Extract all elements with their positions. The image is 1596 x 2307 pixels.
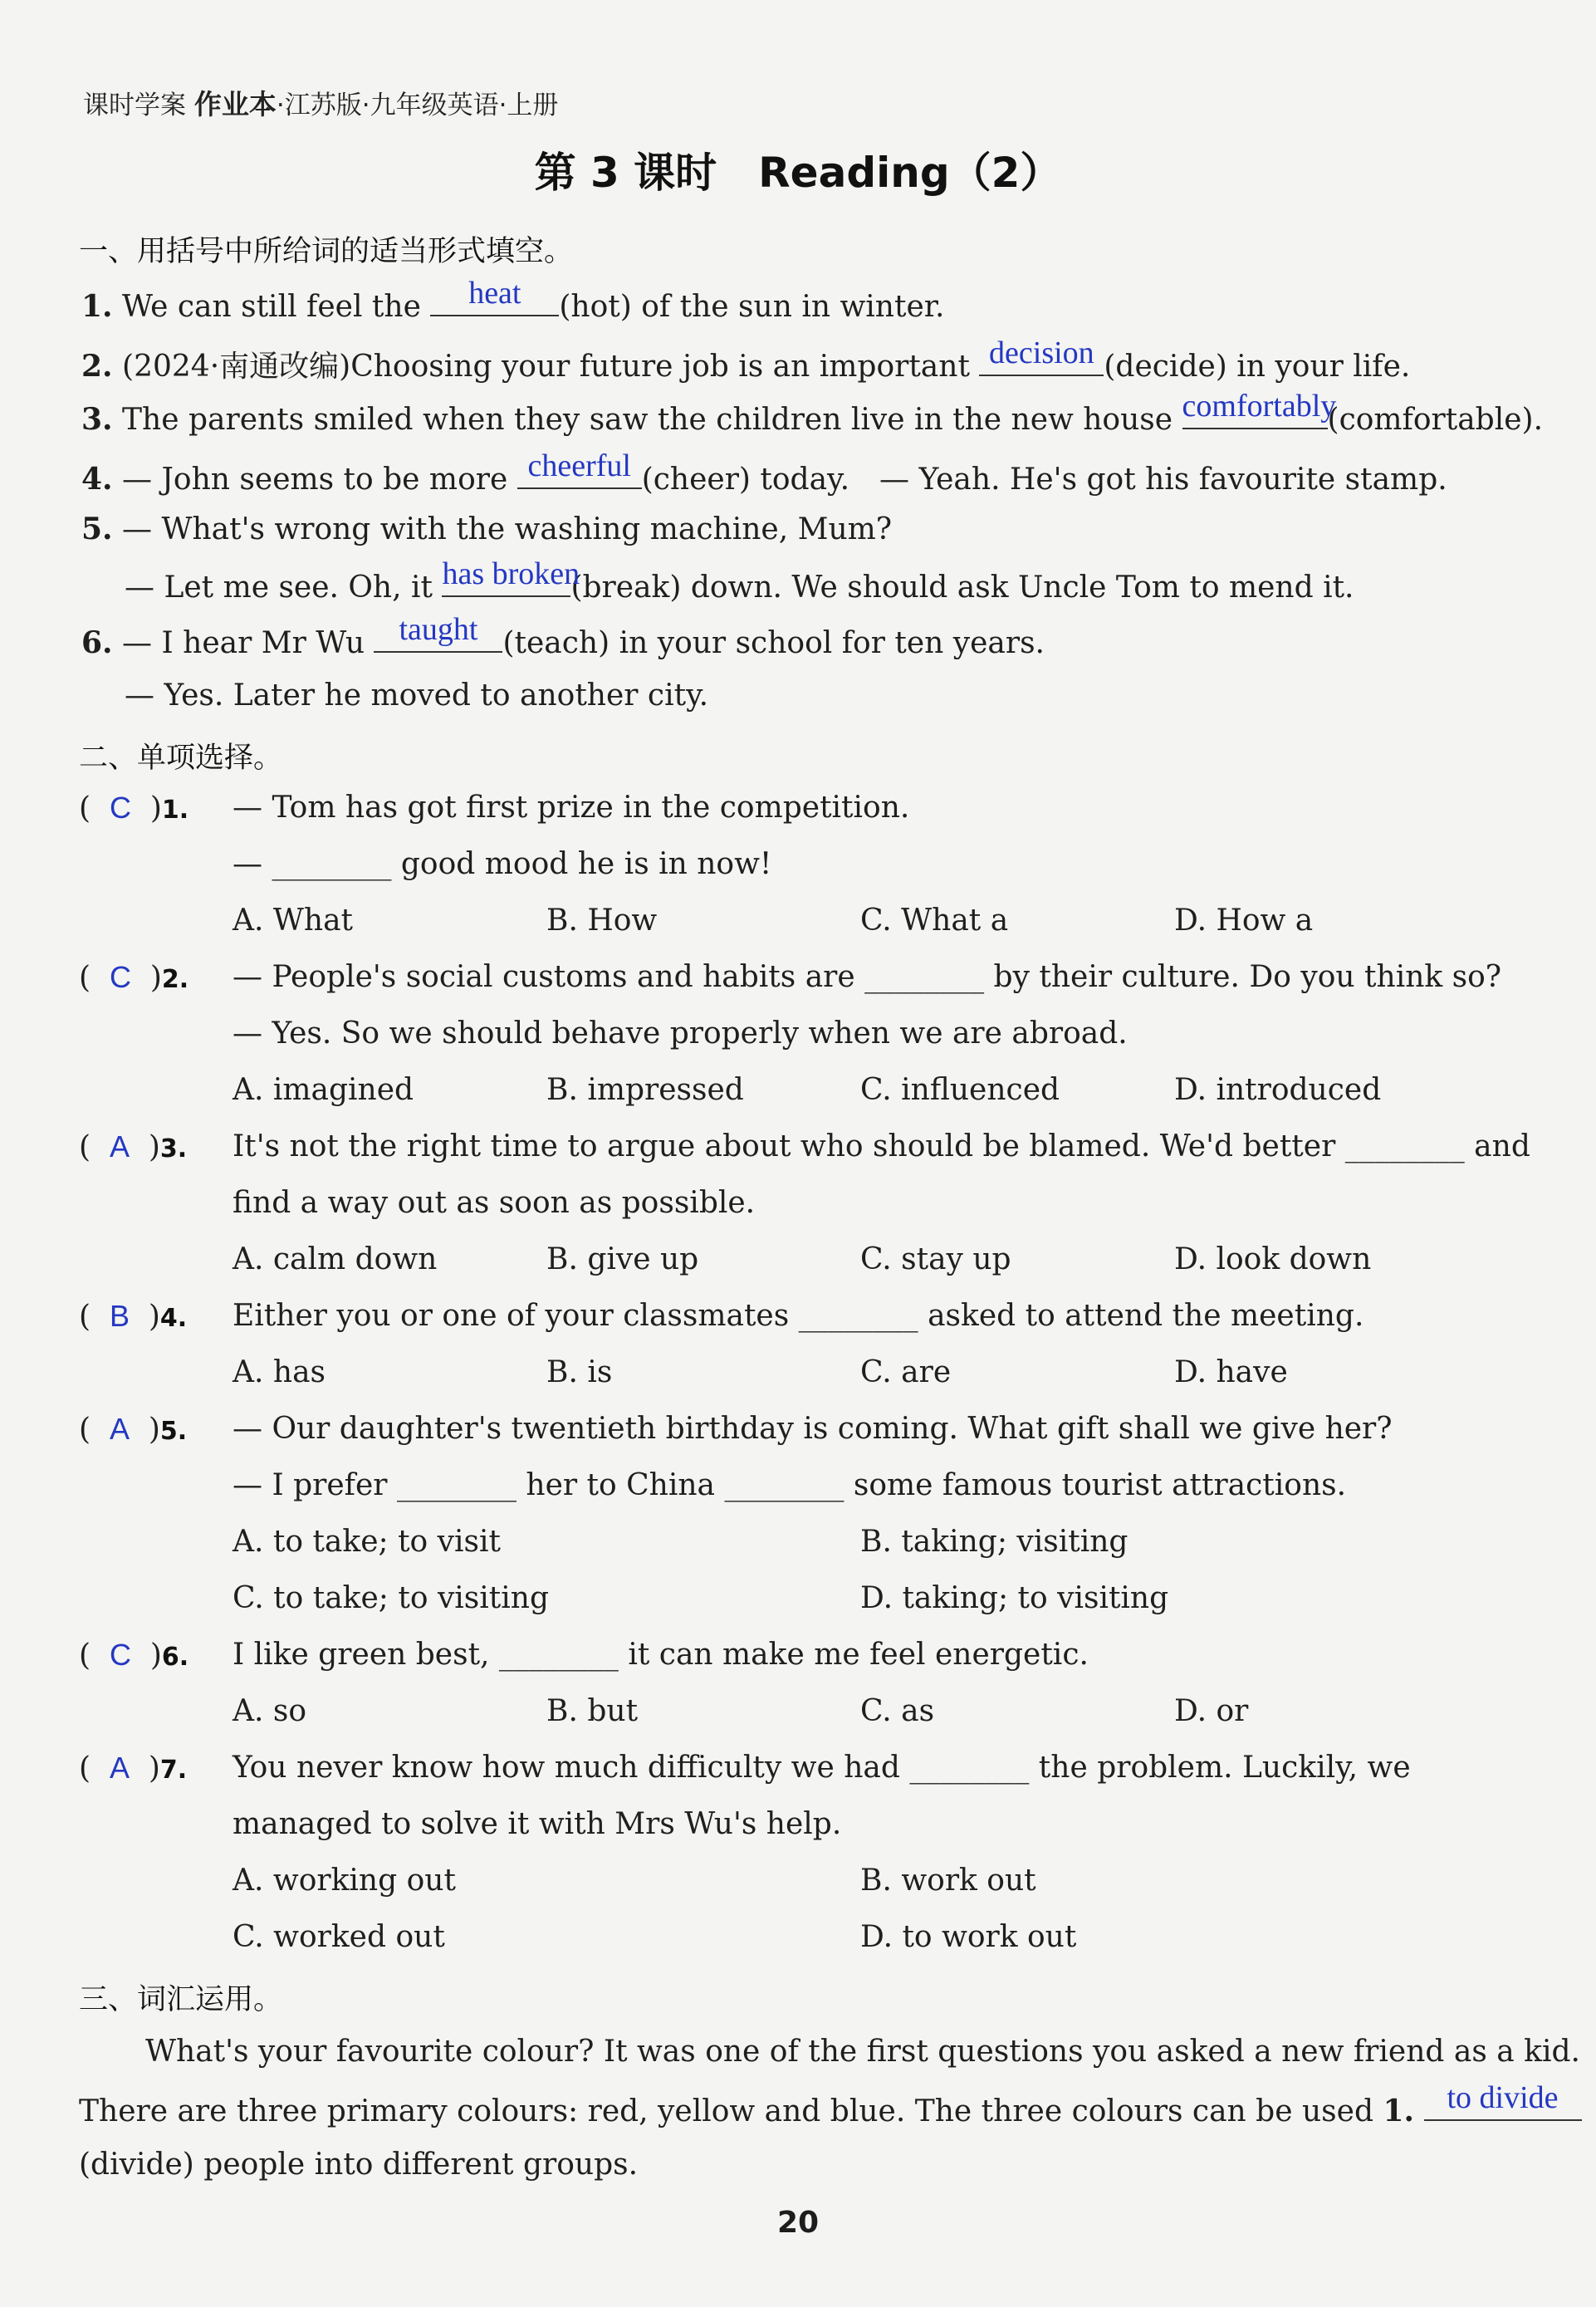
s2-q1-line2: — ________ good mood he is in now! (233, 847, 772, 881)
option[interactable]: A. working out (233, 1864, 456, 1898)
s1-item-1: 1. We can still feel the heat (hot) of the sun in winter. (81, 276, 945, 324)
option[interactable]: D. to work out (860, 1920, 1077, 1954)
s1-item-4: 4. — John seems to be more cheerful (cheer) today. — Yeah. He's got his favourite stamp. (81, 448, 1447, 497)
section3-heading: 三、词汇运用。 (79, 1983, 283, 2016)
answer-blank[interactable]: heat (430, 287, 559, 316)
s2-question-5: ( A )5. (79, 1412, 188, 1447)
option[interactable]: C. worked out (233, 1920, 445, 1954)
option[interactable]: D. or (1174, 1694, 1249, 1728)
s1-item-5: 5. — What's wrong with the washing machine, Mum? (81, 512, 893, 546)
s2-question-4: ( B )4. (79, 1299, 188, 1334)
s1-item-3: 3. The parents smiled when they saw the children live in the new house comfortably (comfortable). (81, 389, 1544, 437)
answer-choice[interactable]: C (109, 791, 131, 825)
option[interactable]: A. to take; to visit (233, 1525, 501, 1559)
s1-item-5b: — Let me see. Oh, it has broken (break) down. We should ask Uncle Tom to mend it. (125, 556, 1354, 605)
option[interactable]: B. taking; visiting (860, 1525, 1128, 1559)
option[interactable]: B. work out (860, 1864, 1036, 1898)
option[interactable]: C. are (860, 1355, 952, 1389)
option[interactable]: B. but (546, 1694, 639, 1728)
answer-blank[interactable]: decision (979, 346, 1104, 376)
answer-blank[interactable]: to divide (1424, 2091, 1582, 2121)
option[interactable]: A. What (233, 904, 354, 938)
answer-choice[interactable]: B (109, 1299, 130, 1333)
answer-blank[interactable]: cheerful (517, 459, 642, 489)
s2-q7-line2: managed to solve it with Mrs Wu's help. (233, 1807, 842, 1841)
header (83, 83, 558, 122)
option[interactable]: B. How (546, 904, 658, 938)
s1-item-6b: — Yes. Later he moved to another city. (125, 678, 709, 713)
answer-blank[interactable]: taught (374, 623, 502, 653)
s3-paragraph-line1: What's your favourite colour? It was one of the first questions you asked a new friend as a kid. (145, 2035, 1580, 2069)
s2-question-2: ( C )2. (79, 960, 189, 995)
s2-question-3: ( A )3. (79, 1129, 188, 1164)
s2-q5-line2: — I prefer ________ her to China ________ some famous tourist attractions. (233, 1468, 1347, 1502)
answer-choice[interactable]: C (109, 960, 131, 994)
option[interactable]: C. stay up (860, 1242, 1011, 1276)
option[interactable]: A. so (233, 1694, 307, 1728)
answer-blank[interactable]: has broken (442, 567, 570, 597)
s2-q3-line2: find a way out as soon as possible. (233, 1186, 756, 1220)
option[interactable]: A. calm down (233, 1242, 438, 1276)
option[interactable]: C. to take; to visiting (233, 1581, 549, 1615)
header-meta: ·江苏版·九年级英语·上册 (276, 91, 559, 120)
s1-item-2: 2. (2024·南通改编)Choosing your future job is an important decision (decide) in your life. (81, 336, 1411, 384)
s2-q2-line2: — Yes. So we should behave properly when we are abroad. (233, 1016, 1128, 1051)
option[interactable]: B. is (546, 1355, 613, 1389)
option[interactable]: C. influenced (860, 1073, 1060, 1107)
page-number: 20 (776, 2206, 820, 2240)
answer-blank[interactable]: comfortably (1182, 399, 1328, 429)
s2-q6-line1: I like green best, ________ it can make me feel energetic. (233, 1638, 1089, 1672)
option[interactable]: D. taking; to visiting (860, 1581, 1169, 1615)
option[interactable]: A. imagined (233, 1073, 414, 1107)
option[interactable]: D. introduced (1174, 1073, 1382, 1107)
section1-heading: 一、用括号中所给词的适当形式填空。 (79, 235, 574, 268)
option[interactable]: C. What a (860, 904, 1009, 938)
s2-question-7: ( A )7. (79, 1751, 188, 1785)
s2-q3-line1: It's not the right time to argue about who should be blamed. We'd better ________ and (233, 1129, 1530, 1163)
header-series: 课时学案 (83, 91, 186, 120)
option[interactable]: D. How a (1174, 904, 1314, 938)
answer-choice[interactable]: A (109, 1129, 130, 1163)
s2-question-1: ( C )1. (79, 791, 189, 825)
answer-choice[interactable]: C (109, 1638, 131, 1672)
s2-q1-line1: — Tom has got first prize in the competition. (233, 791, 910, 825)
section2-heading: 二、单项选择。 (79, 742, 283, 775)
option[interactable]: B. impressed (546, 1073, 744, 1107)
option[interactable]: D. have (1174, 1355, 1288, 1389)
answer-choice[interactable]: A (109, 1751, 130, 1785)
header-book: 作业本 (193, 88, 277, 120)
s2-q4-line1: Either you or one of your classmates ________ asked to attend the meeting. (233, 1299, 1364, 1333)
option[interactable]: A. has (233, 1355, 326, 1389)
page-title: 第 3 课时 Reading（2） (534, 149, 1062, 197)
s3-paragraph-line3: (divide) people into different groups. (79, 2148, 639, 2182)
s2-question-6: ( C )6. (79, 1638, 189, 1673)
s1-item-6: 6. — I hear Mr Wu taught (teach) in your school for ten years. (81, 612, 1045, 660)
s2-q2-line1: — People's social customs and habits are ________ by their culture. Do you think so? (233, 960, 1502, 994)
option[interactable]: D. look down (1174, 1242, 1372, 1276)
s3-paragraph-line2: There are three primary colours: red, yellow and blue. The three colours can be used 1. to divide (79, 2091, 1582, 2128)
s2-q5-line1: — Our daughter's twentieth birthday is coming. What gift shall we give her? (233, 1412, 1393, 1446)
option[interactable]: B. give up (546, 1242, 699, 1276)
answer-choice[interactable]: A (109, 1412, 130, 1446)
s2-q7-line1: You never know how much difficulty we had ________ the problem. Luckily, we (233, 1751, 1411, 1785)
option[interactable]: C. as (860, 1694, 935, 1728)
